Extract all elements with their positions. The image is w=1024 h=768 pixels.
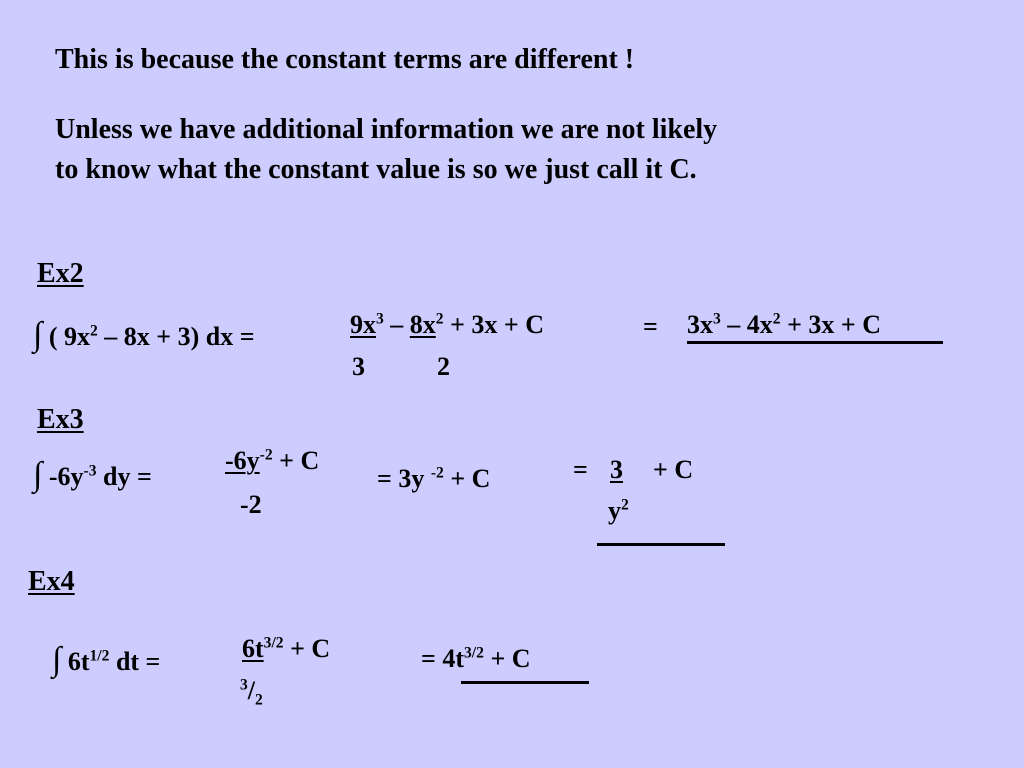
ex2-integral: ∫ ( $9x^2 - 8x + 3$) dx = [33,316,255,353]
ex2-label: Ex2 [37,258,84,289]
ex2-equals: = [643,312,658,341]
ex2-step1-numerator: $9x^3 - 8x^2 + 3x + C$ [350,310,545,339]
ex4-step1-numerator: $6t^{3/2} + C$ [242,634,331,663]
ex2-result-underline [687,341,943,344]
ex2-result: $3x^3 - 4x^2 + 3x + C$ [687,310,882,339]
intro-line-2: Unless we have additional information we are not likely [55,114,718,145]
ex3-step3-plus-c: + C [653,455,694,484]
ex3-step3-equals: = [573,455,588,484]
ex4-integral: ∫ $6t^{1/2}$ dt = [52,641,161,678]
intro-line-1: This is because the constant terms are different ! [55,44,635,75]
integral-sign-icon: ∫ [33,316,43,353]
ex4-denominator: $^3/_2$ [240,676,263,709]
ex2-denominator-1: 3 [352,352,365,381]
ex3-label: Ex3 [37,404,84,435]
ex4-result: = $4t^{3/2} + C$ [421,644,531,673]
ex3-step3-numerator: 3 [610,455,623,484]
ex3-step2: = 3y $^{-2}$ + C [377,464,491,493]
ex4-label: Ex4 [28,566,75,597]
integral-sign-icon: ∫ [33,456,43,493]
ex3-step3-denominator: $y^2$ [608,496,629,525]
ex2-denominator-2: 2 [437,352,450,381]
ex3-denominator: -2 [240,490,262,519]
ex4-result-underline [461,681,589,684]
ex3-result-underline [597,543,725,546]
intro-line-3: to know what the constant value is so we just call it C. [55,154,697,185]
ex3-step1-numerator: $-6y^{-2} + C$ [225,446,320,475]
ex3-integral: ∫ $-6y^{-3}$ dy = [33,456,152,493]
integral-sign-icon: ∫ [52,641,62,678]
